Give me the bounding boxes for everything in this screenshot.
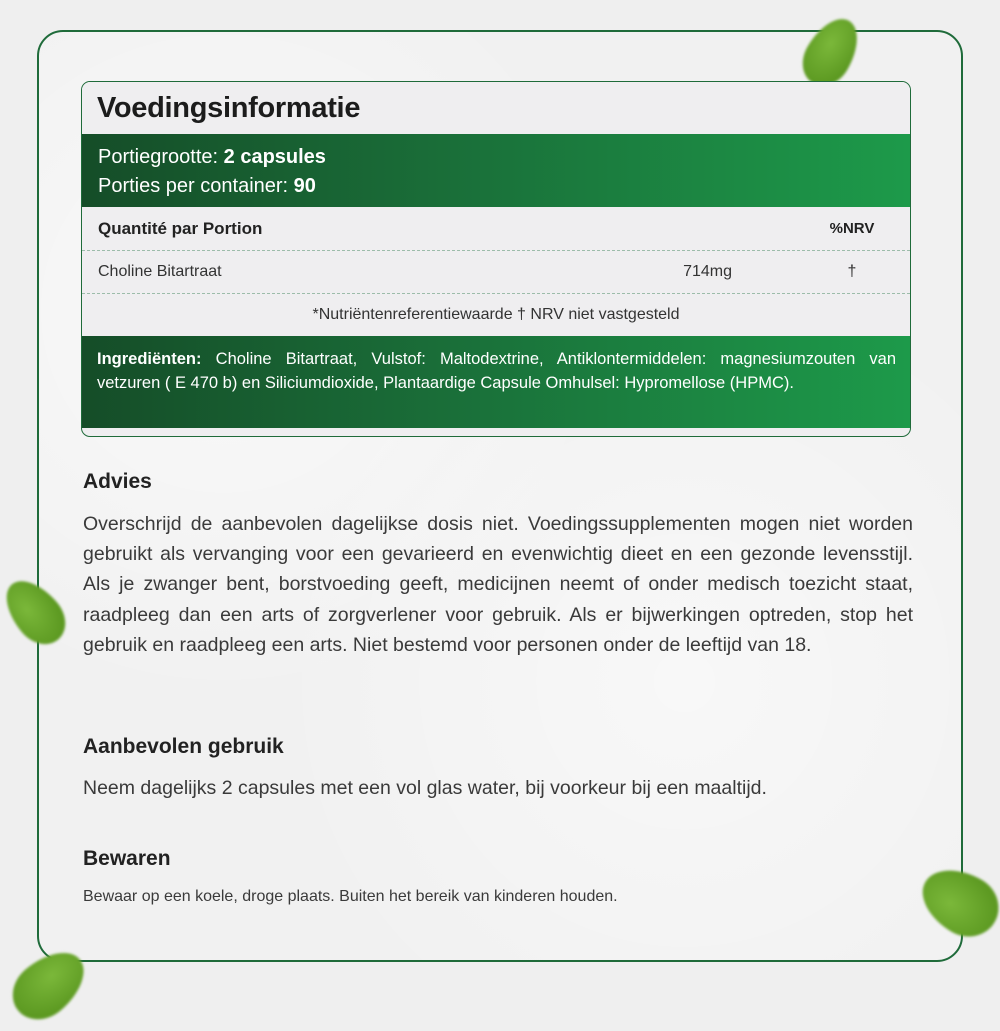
gebruik-title: Aanbevolen gebruik: [83, 735, 284, 758]
bewaren-text: Bewaar op een koele, droge plaats. Buiten het bereik van kinderen houden.: [83, 888, 618, 905]
nutrition-card: [81, 81, 911, 437]
advies-text: Overschrijd de aanbevolen dagelijkse dosis niet. Voedingssupplementen mogen niet worden gebruikt als vervanging voor een gevarieerd en evenwichtig dieet en een gezonde levensstijl. Als je zwanger bent, borstvoeding geeft, medicijnen neemt of onder medisch toezicht staat, raadpleeg dan een arts of zorgverlener voor gebruik. Als er bijwerkingen optreden, stop het gebruik en raadpleeg een arts. Niet bestemd voor personen onder de leeftijd van 18.: [83, 513, 913, 656]
nutrient-amount: 714mg: [683, 263, 732, 280]
table-row: [82, 251, 910, 294]
advies-title: Advies: [83, 470, 152, 493]
gebruik-section: [83, 735, 913, 803]
table-header: [82, 207, 910, 251]
nutrition-title: Voedingsinformatie: [82, 82, 910, 134]
ingredients-label: Ingrediënten:: [97, 350, 202, 368]
ingredients-box: [82, 336, 910, 428]
bewaren-section: [83, 847, 913, 909]
serving-info: [82, 134, 910, 207]
header-quantity: Quantité par Portion: [98, 218, 263, 238]
gebruik-text: Neem dagelijks 2 capsules met een vol glas water, bij voorkeur bij een maaltijd.: [83, 777, 767, 799]
table-footnote: *Nutriëntenreferentiewaarde † NRV niet vastgesteld: [312, 306, 680, 323]
ingredients-text: Choline Bitartraat, Vulstof: Maltodextrine, Antiklontermiddelen: magnesiumzouten van vetzuren ( E 470 b) en Siliciumdioxide, Plantaardige Capsule Omhulsel: Hypromellose (HPMC).: [97, 350, 896, 392]
bewaren-title: Bewaren: [83, 847, 171, 870]
advies-section: [83, 470, 913, 660]
nutrient-nrv: †: [847, 263, 857, 280]
header-nrv: %NRV: [829, 220, 875, 237]
servings-per-container: Porties per container: 90: [98, 175, 316, 197]
serving-size: Portiegrootte: 2 capsules: [98, 146, 326, 168]
nutrient-name: Choline Bitartraat: [98, 263, 222, 280]
nutrition-table: [82, 207, 910, 336]
